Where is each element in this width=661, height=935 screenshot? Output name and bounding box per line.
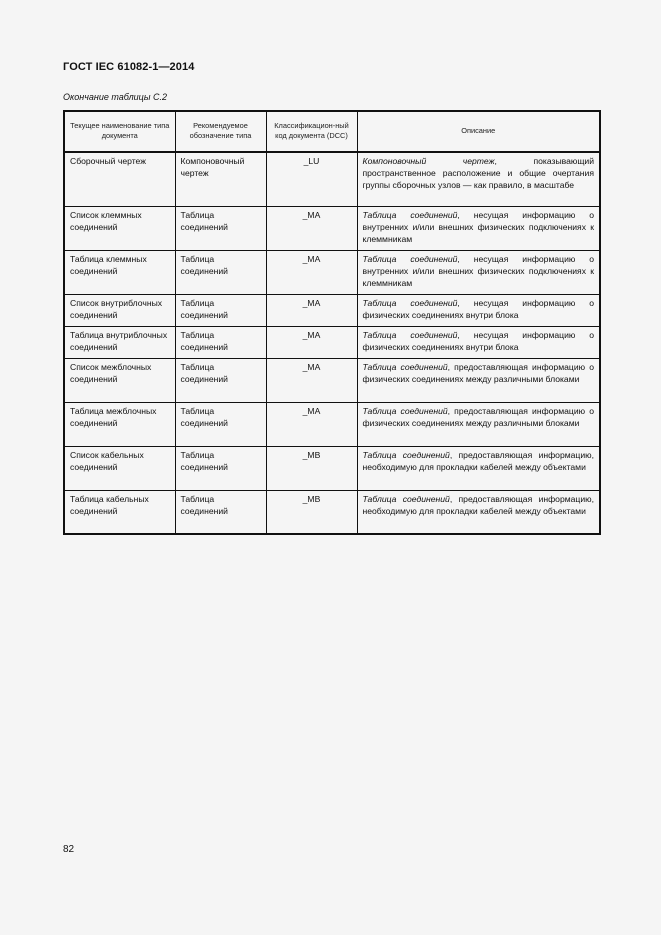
- cell-recommended: Таблица соединений: [175, 250, 266, 294]
- cell-dcc: _MA: [266, 358, 357, 402]
- description-text: , несущая информацию о физических соединениях внутри блока: [362, 329, 595, 352]
- cell-recommended: Таблица соединений: [175, 206, 266, 250]
- table-row: [64, 152, 600, 206]
- cell-recommended: Таблица соединений: [175, 326, 266, 358]
- cell-current-name: Список внутриблочных соединений: [64, 294, 175, 326]
- column-header-recommended: Рекомендуемое обозначение типа: [175, 111, 266, 152]
- term: Таблица соединений: [362, 209, 458, 220]
- table-row: [64, 358, 600, 402]
- table-row: [64, 446, 600, 490]
- page-number: 82: [63, 844, 75, 855]
- cell-recommended: Таблица соединений: [175, 358, 266, 402]
- description-text: , несущая информацию о внутренних и/или внешних физических подключениях к клеммникам: [362, 209, 595, 244]
- term: Таблица соединений: [362, 405, 448, 416]
- table-caption: Окончание таблицы С.2: [63, 92, 167, 102]
- term: Таблица соединений: [362, 329, 458, 340]
- cell-dcc: _MA: [266, 294, 357, 326]
- table-row: [64, 250, 600, 294]
- term: Таблица соединений: [362, 297, 458, 308]
- cell-dcc: _MA: [266, 402, 357, 446]
- cell-recommended: Компоновочный чертеж: [175, 152, 266, 206]
- cell-current-name: Таблица клеммных соединений: [64, 250, 175, 294]
- cell-description: [357, 358, 600, 402]
- cell-recommended: Таблица соединений: [175, 294, 266, 326]
- standard-title: ГОСТ IEC 61082-1—2014: [63, 61, 195, 73]
- cell-description: [357, 294, 600, 326]
- cell-recommended: Таблица соединений: [175, 490, 266, 534]
- table-row: [64, 490, 600, 534]
- term: Компоновочный чертеж: [362, 156, 495, 166]
- cell-recommended: Таблица соединений: [175, 446, 266, 490]
- cell-recommended: Таблица соединений: [175, 402, 266, 446]
- table-row: [64, 326, 600, 358]
- term: Таблица соединений: [362, 493, 450, 504]
- cell-dcc: _MA: [266, 326, 357, 358]
- description-text: , несущая информацию о внутренних и/или внешних физических подключениях к клеммникам: [362, 253, 595, 288]
- cell-dcc: _MA: [266, 206, 357, 250]
- column-header-current-name: Текущее наименование типа документа: [64, 111, 175, 152]
- cell-description: [357, 490, 600, 534]
- description-text: , несущая информацию о физических соединениях внутри блока: [362, 297, 595, 320]
- cell-dcc: _LU: [266, 152, 357, 206]
- cell-current-name: Таблица кабельных соединений: [64, 490, 175, 534]
- table-row: [64, 294, 600, 326]
- term: Таблица соединений: [362, 449, 450, 460]
- description-text: , предоставляющая информацию, необходимую для прокладки кабелей между объектами: [362, 493, 594, 516]
- cell-dcc: _MA: [266, 250, 357, 294]
- column-header-description: Описание: [357, 111, 600, 152]
- table-row: [64, 402, 600, 446]
- column-header-dcc: Классификацион-ный код документа (DCC): [266, 111, 357, 152]
- cell-description: [357, 402, 600, 446]
- cell-description: [357, 446, 600, 490]
- cell-description: [357, 250, 600, 294]
- cell-current-name: Таблица межблочных соединений: [64, 402, 175, 446]
- cell-description: [357, 206, 600, 250]
- dcc-table: [63, 110, 601, 535]
- term: Таблица соединений: [362, 361, 448, 372]
- cell-dcc: _MB: [266, 490, 357, 534]
- description-text: , предоставляющая информацию, необходимую для прокладки кабелей между объектами: [362, 449, 594, 472]
- description-text: , предоставляющая информацию о физических соединениях между различными блоками: [362, 361, 594, 384]
- cell-current-name: Список клеммных соединений: [64, 206, 175, 250]
- cell-dcc: _MB: [266, 446, 357, 490]
- cell-description: [357, 326, 600, 358]
- cell-current-name: Список межблочных соединений: [64, 358, 175, 402]
- table-row: [64, 206, 600, 250]
- cell-current-name: Сборочный чертеж: [64, 152, 175, 206]
- cell-current-name: Таблица внутриблочных соединений: [64, 326, 175, 358]
- cell-current-name: Список кабельных соединений: [64, 446, 175, 490]
- description-text: , предоставляющая информацию о физических соединениях между различными блоками: [362, 405, 594, 428]
- description-text: , показывающий пространственное расположение и общие очертания группы сборочных узлов — как правило, в масштабе: [362, 156, 595, 190]
- table-header-row: [64, 111, 600, 152]
- term: Таблица соединений: [362, 253, 458, 264]
- cell-description: [357, 152, 600, 206]
